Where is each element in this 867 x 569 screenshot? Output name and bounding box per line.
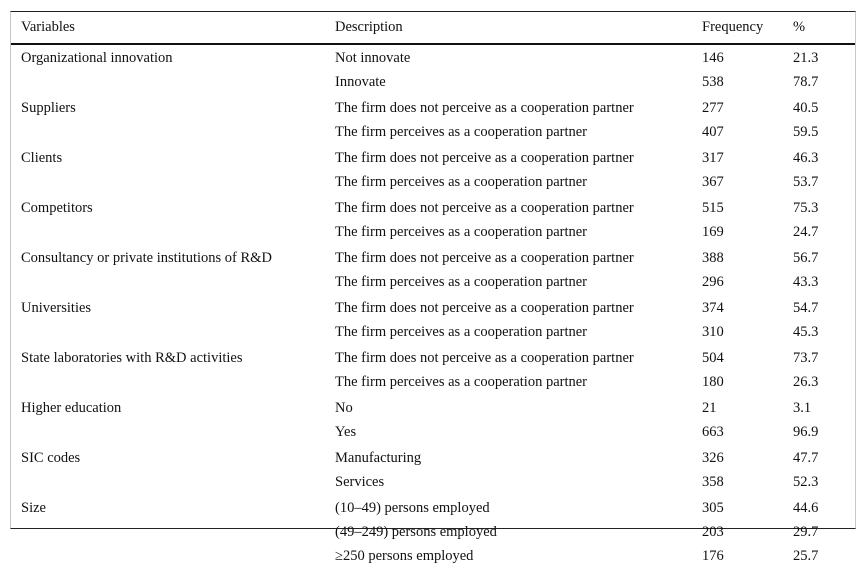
cell-description: The firm perceives as a cooperation partner <box>335 124 588 140</box>
cell-variable: Higher education <box>21 400 122 416</box>
cell-description: The firm perceives as a cooperation partner <box>335 374 588 390</box>
cell-frequency: 317 <box>702 150 724 166</box>
cell-variable: Suppliers <box>21 100 76 116</box>
cell-percent: 52.3 <box>793 474 819 490</box>
cell-description: The firm perceives as a cooperation partner <box>335 324 588 340</box>
cell-variable <box>11 121 325 145</box>
cell-description: The firm perceives as a cooperation partner <box>335 274 588 290</box>
table-body <box>11 44 855 569</box>
cell-percent: 40.5 <box>793 100 819 116</box>
cell-percent: 45.3 <box>793 324 819 340</box>
cell-variable <box>11 171 325 195</box>
cell-percent: 73.7 <box>793 350 819 366</box>
cell-percent: 21.3 <box>793 50 819 66</box>
cell-percent: 25.7 <box>793 548 819 564</box>
cell-percent: 47.7 <box>793 450 819 466</box>
cell-variable: State laboratories with R&D activities <box>21 350 243 366</box>
data-table-container <box>10 11 856 564</box>
table-row <box>11 271 855 295</box>
cell-variable: SIC codes <box>21 450 81 466</box>
cell-description: The firm perceives as a cooperation partner <box>335 224 588 240</box>
cell-variable: Competitors <box>21 200 93 216</box>
table-row <box>11 495 855 521</box>
table-row <box>11 421 855 445</box>
cell-variable <box>11 521 325 545</box>
cell-percent: 59.5 <box>793 124 819 140</box>
cell-percent: 56.7 <box>793 250 819 266</box>
cell-frequency: 310 <box>702 324 724 340</box>
cell-frequency: 180 <box>702 374 724 390</box>
cell-frequency: 358 <box>702 474 724 490</box>
cell-percent: 29.7 <box>793 524 819 540</box>
table-row <box>11 371 855 395</box>
cell-description: Manufacturing <box>335 450 422 466</box>
table-row <box>11 521 855 545</box>
table-row <box>11 221 855 245</box>
cell-frequency: 21 <box>702 400 717 416</box>
cell-description: The firm does not perceive as a cooperation partner <box>335 100 634 116</box>
cell-percent: 43.3 <box>793 274 819 290</box>
header-description: Description <box>325 12 692 44</box>
data-table <box>11 12 855 569</box>
cell-frequency: 407 <box>702 124 724 140</box>
header-variables: Variables <box>11 12 325 44</box>
table-row <box>11 345 855 371</box>
cell-frequency: 146 <box>702 50 724 66</box>
cell-description: The firm does not perceive as a cooperation partner <box>335 150 634 166</box>
cell-frequency: 515 <box>702 200 724 216</box>
cell-percent: 78.7 <box>793 74 819 90</box>
cell-frequency: 388 <box>702 250 724 266</box>
cell-frequency: 663 <box>702 424 724 440</box>
cell-frequency: 374 <box>702 300 724 316</box>
table-row <box>11 245 855 271</box>
cell-percent: 46.3 <box>793 150 819 166</box>
table-row <box>11 171 855 195</box>
cell-percent: 54.7 <box>793 300 819 316</box>
cell-description: Not innovate <box>335 50 411 66</box>
cell-percent: 75.3 <box>793 200 819 216</box>
cell-variable <box>11 321 325 345</box>
cell-frequency: 169 <box>702 224 724 240</box>
table-row <box>11 121 855 145</box>
cell-frequency: 296 <box>702 274 724 290</box>
table-row <box>11 195 855 221</box>
cell-variable: Organizational innovation <box>21 50 173 66</box>
cell-percent: 44.6 <box>793 500 819 516</box>
table-row <box>11 145 855 171</box>
cell-description: ≥250 persons employed <box>335 548 474 564</box>
cell-description: The firm does not perceive as a cooperation partner <box>335 250 634 266</box>
table-row <box>11 44 855 71</box>
cell-variable <box>11 545 325 569</box>
cell-percent: 3.1 <box>793 400 812 416</box>
cell-variable <box>11 71 325 95</box>
cell-percent: 24.7 <box>793 224 819 240</box>
cell-description: Yes <box>335 424 357 440</box>
cell-percent: 96.9 <box>793 424 819 440</box>
cell-percent: 26.3 <box>793 374 819 390</box>
table-row <box>11 445 855 471</box>
cell-frequency: 203 <box>702 524 724 540</box>
cell-description: (10–49) persons employed <box>335 500 490 516</box>
table-header-row <box>11 12 855 44</box>
cell-variable: Size <box>21 500 46 516</box>
cell-frequency: 277 <box>702 100 724 116</box>
cell-description: The firm perceives as a cooperation partner <box>335 174 588 190</box>
cell-frequency: 504 <box>702 350 724 366</box>
cell-description: Innovate <box>335 74 386 90</box>
cell-variable <box>11 371 325 395</box>
cell-percent: 53.7 <box>793 174 819 190</box>
cell-description: (49–249) persons employed <box>335 524 497 540</box>
cell-frequency: 326 <box>702 450 724 466</box>
cell-frequency: 176 <box>702 548 724 564</box>
cell-variable: Clients <box>21 150 63 166</box>
header-percent: % <box>783 12 855 44</box>
cell-description: No <box>335 400 353 416</box>
cell-variable: Universities <box>21 300 92 316</box>
table-row <box>11 545 855 569</box>
cell-description: Services <box>335 474 385 490</box>
cell-frequency: 538 <box>702 74 724 90</box>
cell-variable <box>11 421 325 445</box>
cell-variable <box>11 221 325 245</box>
cell-variable <box>11 471 325 495</box>
table-row <box>11 395 855 421</box>
cell-frequency: 305 <box>702 500 724 516</box>
cell-frequency: 367 <box>702 174 724 190</box>
cell-description: The firm does not perceive as a cooperation partner <box>335 350 634 366</box>
table-row <box>11 471 855 495</box>
cell-variable: Consultancy or private institutions of R&D <box>21 250 272 266</box>
header-frequency: Frequency <box>692 12 783 44</box>
table-row <box>11 321 855 345</box>
table-row <box>11 295 855 321</box>
cell-variable <box>11 271 325 295</box>
cell-description: The firm does not perceive as a cooperation partner <box>335 300 634 316</box>
table-row <box>11 71 855 95</box>
table-row <box>11 95 855 121</box>
cell-description: The firm does not perceive as a cooperation partner <box>335 200 634 216</box>
